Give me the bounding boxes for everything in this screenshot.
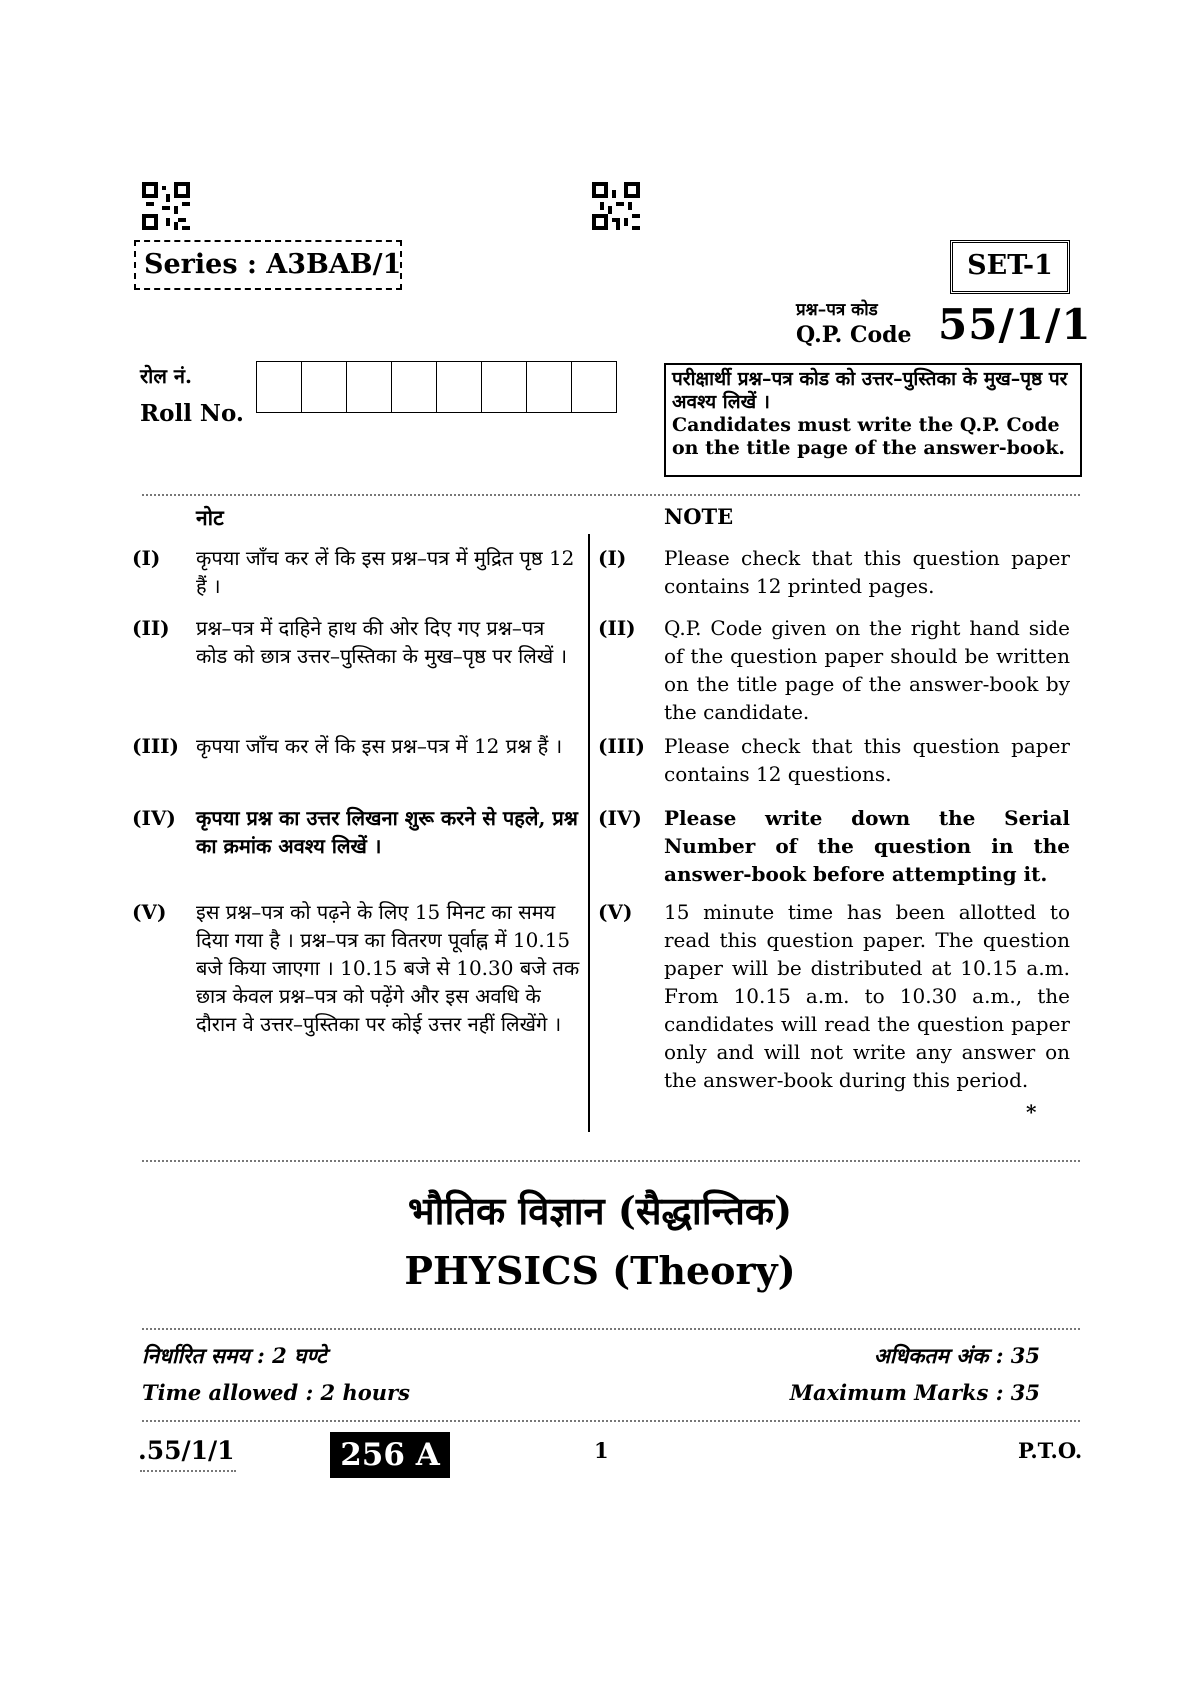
note-heading-english: NOTE: [664, 504, 734, 529]
footer-code-underline: [140, 1470, 236, 1472]
series-label: Series : A3BAB/1: [134, 240, 402, 290]
note-item-number: (II): [132, 616, 170, 640]
time-allowed-hindi: निर्धारित समय : 2 घण्टे: [142, 1343, 327, 1368]
star-mark: *: [1026, 1100, 1037, 1124]
note-item-number: (IV): [132, 806, 176, 830]
paper-code-badge: 256 A: [330, 1432, 450, 1478]
roll-digit-box[interactable]: [302, 362, 347, 412]
note-item-english: Please check that this question paper contains 12 questions.: [664, 734, 1070, 786]
roll-digit-box[interactable]: [437, 362, 482, 412]
note-item-english: Please check that this question paper contains 12 printed pages.: [664, 546, 1070, 598]
page-number: 1: [594, 1438, 609, 1463]
note-item-english: 15 minute time has been allotted to read this question paper. The question paper will be distributed at 10.15 a.m. From 10.15 a.m. to 10.30 a.m., the candidates will read the question paper only and will not write any answer on the answer-book during this period.: [664, 900, 1070, 1092]
note-item-number: (I): [598, 546, 627, 570]
candidate-instruction-box: [664, 363, 1082, 477]
roll-digit-box[interactable]: [527, 362, 572, 412]
note-item-hindi: प्रश्न–पत्र में दाहिने हाथ की ओर दिए गए प्रश्न–पत्र कोड को छात्र उत्तर–पुस्तिका के मुख–पृष्ठ पर लिखें ।: [196, 616, 568, 668]
qp-code-value: 55/1/1: [938, 300, 1092, 349]
note-item-number: (V): [598, 900, 633, 924]
qr-code-left: [142, 182, 190, 230]
note-item-hindi: कृपया जाँच कर लें कि इस प्रश्न–पत्र में 12 प्रश्न हैं ।: [196, 734, 563, 758]
note-item-hindi: कृपया जाँच कर लें कि इस प्रश्न–पत्र में मुद्रित पृष्ठ 12 हैं ।: [196, 546, 575, 598]
note-item-number: (IV): [598, 806, 642, 830]
note-item-number: (III): [132, 734, 179, 758]
note-heading-hindi: नोट: [196, 505, 224, 530]
column-divider: [588, 534, 590, 1132]
maximum-marks-hindi: अधिकतम अंक : 35: [873, 1343, 1040, 1368]
roll-number-label: Roll No.: [140, 400, 244, 427]
roll-number-boxes[interactable]: [256, 361, 617, 413]
roll-digit-box[interactable]: [347, 362, 392, 412]
note-item-number: (I): [132, 546, 161, 570]
divider: [142, 1328, 1080, 1330]
footer-qp-code: .55/1/1: [138, 1436, 235, 1465]
roll-digit-box[interactable]: [392, 362, 437, 412]
note-item-english: Q.P. Code given on the right hand side of the question paper should be written on the title page of the answer-book by the candidate.: [664, 616, 1070, 724]
set-label: SET-1: [950, 240, 1070, 294]
maximum-marks: Maximum Marks : 35: [789, 1380, 1040, 1405]
candidate-instruction-english: Candidates must write the Q.P. Code on the title page of the answer-book.: [672, 414, 1065, 459]
divider: [142, 1160, 1080, 1162]
candidate-instruction-hindi: परीक्षार्थी प्रश्न–पत्र कोड को उत्तर–पुस्तिका के मुख–पृष्ठ पर अवश्य लिखें ।: [672, 368, 1068, 413]
roll-number-hindi-label: रोल नं.: [140, 364, 192, 388]
qp-code-label: Q.P. Code: [796, 322, 912, 348]
note-item-english: Please write down the Serial Number of the question in the answer-book before attempting it.: [664, 806, 1070, 886]
divider: [142, 1420, 1080, 1422]
time-allowed: Time allowed : 2 hours: [142, 1380, 410, 1405]
roll-digit-box[interactable]: [257, 362, 302, 412]
note-item-number: (II): [598, 616, 636, 640]
qr-code-right: [592, 182, 640, 230]
subject-title-english: PHYSICS (Theory): [404, 1248, 796, 1293]
note-item-hindi: कृपया प्रश्न का उत्तर लिखना शुरू करने से पहले, प्रश्न का क्रमांक अवश्य लिखें ।: [196, 806, 578, 858]
subject-title-hindi: भौतिक विज्ञान (सैद्धान्तिक): [407, 1188, 793, 1233]
roll-digit-box[interactable]: [482, 362, 527, 412]
note-item-number: (III): [598, 734, 645, 758]
qp-code-hindi-label: प्रश्न–पत्र कोड: [796, 300, 878, 320]
divider: [142, 494, 1080, 496]
pto-label: P.T.O.: [1018, 1438, 1083, 1463]
roll-digit-box[interactable]: [572, 362, 616, 412]
note-item-hindi: इस प्रश्न–पत्र को पढ़ने के लिए 15 मिनट का समय दिया गया है । प्रश्न–पत्र का वितरण पूर्वाह्न में 10.15 बजे किया जाएगा । 10.15 बजे से 10.30 बजे तक छात्र केवल प्रश्न–पत्र को पढ़ेंगे और इस अवधि के दौरान वे उत्तर–पुस्तिका पर कोई उत्तर नहीं लिखेंगे ।: [196, 900, 580, 1036]
note-item-number: (V): [132, 900, 167, 924]
